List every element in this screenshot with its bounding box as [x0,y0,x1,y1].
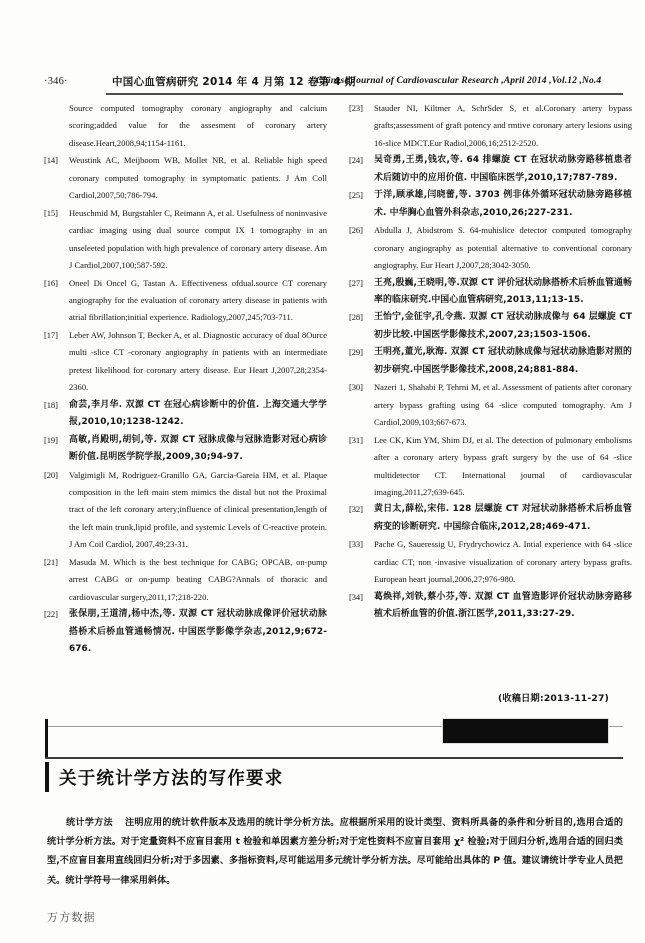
reference-entry [349,589,632,624]
reference-text: Masuda M. Which is the best technique for CABG; OPCAB, on-pump arrest CABG or on-pump beating CABG?Annals of thoracic and cardiovascular surgery,2011,17;218-220. [69,556,327,602]
reference-number: [29] [349,347,363,358]
reference-number: [31] [349,434,363,445]
reference-number: [25] [349,190,363,201]
notice-body [47,814,623,891]
reference-entry [44,467,327,554]
reference-text: 王怡宁,金征宇,孔令燕. 双源 CT 冠状动脉成像与 64 层螺旋 CT 初步比较.中国医学影像技术,2007,23;1503-1506. [374,312,632,340]
reference-text: 俞芸,李月华. 双源 CT 在冠心病诊断中的价值. 上海交通大学学报,2010,10;1238-1242. [69,399,327,428]
running-head [0,72,645,94]
reference-text: 于洋,顾承雄,闫晓蕾,等. 3703 例非体外循环冠状动脉旁路移植术. 中华胸心血管外科杂志,2010,26;227-231. [374,190,632,218]
reference-number: [33] [349,539,363,550]
reference-entry [44,432,327,467]
reference-number: [21] [44,556,58,567]
reference-number: [18] [44,399,58,410]
reference-entry [349,309,632,344]
reference-number: [22] [44,609,58,620]
reference-text: Heuschmid M, Burgstahler C, Reimann A, et al. Usefulness of noninvasive cardiac imaging using dual source comput IX 1 tomography in an unseleeted population with high prevalence of coronary artery disease. Am J Cardiol,2007,100;587-592. [69,207,327,271]
reference-entry [349,222,632,274]
scan-mark-left [45,719,48,759]
reference-text: Stauder NI, Kiltmer A, SchrSder S, et al.Coronary artery bypass grafts;assessment of graft potency and rmtive coronary artery lesions using 16-slice MDCT.Eur Radiol,2006,16;2512-2520. [374,103,632,148]
reference-entry [44,152,327,204]
reference-entry [44,397,327,432]
reference-entry [44,554,327,606]
reference-text: 王亮,殷巍,王晓明,等.双源 CT 评价冠状动脉搭桥术后桥血管通畅率的临床研究.中国心血管病研究,2013,11;13-15. [374,277,632,305]
reference-number: [20] [44,469,58,480]
reference-entry [44,205,327,275]
reference-number: [14] [44,155,58,166]
references-section [44,100,632,718]
reference-entry [44,100,327,152]
reference-entry [349,275,632,310]
reference-entry [349,187,632,222]
reference-text: 黄日太,薛松,宋伟. 128 层螺旋 CT 对冠状动脉搭桥术后桥血管病变的诊断研究. 中国综合临床,2012,28;469-471. [374,504,632,532]
reference-entry [44,606,327,658]
reference-text: Weustink AC, Meijboom WB, Mollet NR, et al. Reliable high speed coronary computed tomography in symptomatic patients. J Am Coll Cardiol,2007,50;786-794. [69,155,327,201]
reference-entry [349,344,632,379]
reference-text: 高敏,肖殿明,胡钊,等. 双源 CT 冠脉成像与冠脉造影对冠心病诊断价值.昆明医学院学报,2009,30;94-97. [69,434,327,463]
reference-entry [349,501,632,536]
references-column-left [44,100,327,718]
reference-entry [349,432,632,502]
reference-text: Pache G, Saueressig U, Frydrychowicz A. Intial experience with 64 -slice cardiac CT; non -invasive visualization of coronary artery bypass grafts. European heart journal,2006,27;976-980. [374,539,632,585]
reference-text: Abdulla J, Abidstrom S. 64-muhislice detector computed tomography coronary angiography as potential alternative to conventional coronary angiography. Eur Heart J,2007,28;3042-3050. [374,225,632,271]
reference-number: [24] [349,155,363,166]
reference-entry [44,327,327,397]
watermark: 万方数据 [47,911,96,924]
reference-number: [15] [44,207,58,218]
reference-number: [19] [44,434,58,445]
reference-entry [44,275,327,327]
reference-number: [16] [44,277,58,288]
notice-title: 关于统计学方法的写作要求 [59,769,284,789]
reference-number: [17] [44,329,58,340]
reference-entry [349,379,632,431]
reference-number: [28] [349,312,363,323]
reference-text: Valgimigli M, Rodriguez-Granillo GA, Garcia-Gareia HM, et al. Plaque composition in the left main stem mimics the distal but not the Proximal tract of the left coronary artery;influence of clinical presentation,length of the left main trunk,lipid profile, and systemic Levels of C-reactive protein. J Am Coil Cardiol, 2007,49;23-31. [69,469,327,550]
reference-text: 王明亮,董光,耿海. 双源 CT 冠状动脉成像与冠状动脉造影对照的初步研究.中国医学影像技术,2008,24;881-884. [374,347,632,375]
reference-number: [26] [349,225,363,236]
journal-title-en: Chinese Journal of Cardiovascular Research ,April 2014 ,Vol.12 ,No.4 [316,75,602,86]
reference-text: 吴奇勇,王勇,钱农,等. 64 排螺旋 CT 在冠状动脉旁路移植患者术后随访中的应用价值. 中国临床医学,2010,17;787-789. [374,155,632,183]
reference-number: [30] [349,382,363,393]
header-divider [106,93,623,95]
reference-text: Source computed tomography coronary angiography and calcium scoring;added value for the assesment of coronary artery disease.Heart,2008,94;1154-1161. [69,103,327,148]
reference-text: 张保朋,王道清,杨中杰,等. 双源 CT 冠状动脉成像评价冠状动脉搭桥术后桥血管通畅情况. 中国医学影像学杂志,2012,9;672-676. [69,609,327,655]
redaction-bar [443,719,608,743]
reference-number: [23] [349,103,363,113]
page-folio: ·346· [44,76,68,87]
reference-entry [349,100,632,152]
reference-text: Oneel Di Oncel G, Tastan A. Effectiveness ofdual.source CT corenary angiography for the evaluation of coronary artery disease in patients with atrial fibrillation;initial experience. Radiology,2007,245;703-711. [69,277,327,323]
notice-body-text: 注明应用的统计软件版本及选用的统计学分析方法。应根据所采用的设计类型、资料所具备的条件和分析目的,选用合适的统计学分析方法。对于定量资料不应盲目套用 t 检验和单因素方差分析;对于定性资料不应盲目套用 χ² 检验;对于回归分析,选用合适的回归类型,不应盲目套用直线回归分析;对于多因素、多指标资料,尽可能运用多元统计学分析方法。尽可能给出具体的 P 值。建议请统计学专业人员把关。统计学符号一律采用斜体。 [47,818,624,886]
references-column-right [349,100,632,718]
reference-text: 葛焕祥,刘铁,蔡小芬,等. 双源 CT 血管造影评价冠状动脉旁路移植术后桥血管的价值.浙江医学,2011,33:27-29. [374,591,632,620]
reference-number: [27] [349,277,363,288]
reference-entry [349,536,632,588]
reference-number: [34] [349,591,363,602]
received-date: (收稿日期:2013-11-27) [498,693,609,704]
notice-title-marker [45,762,49,792]
notice-lead: 统计学方法 [66,818,113,828]
reference-text: Lee CK, Kim YM, Shim DJ, et al. The detection of pulmonary embolisms after a coronary artery bypass graft surgery by the use of 64 -slice multidetector CT. International journal of cardiovascular imaging,2011,27;639-645. [374,434,632,497]
reference-entry [349,152,632,187]
notice-divider [45,757,623,759]
reference-number: [32] [349,504,363,515]
reference-text: Nazeri 1, Shahabi P, Tehrni M, et al. Assessment of patients after coronary artery bypass grafting using 64 -slice computed tomography. Am J Cardiol,2009,103;667-673. [374,382,632,428]
reference-text: Leber AW, Johnson T, Becker A, et al. Diagnostic accuracy of dual 8Ource multi -slice CT -coronary angiography in patients with an intermediate pretest likelihood for coronary artery disease. Eur Heart J,2007,28;2354-2360. [69,329,327,393]
journal-title-cn: 中国心血管病研究 2014 年 4 月第 12 卷第 4 期 [112,76,356,88]
